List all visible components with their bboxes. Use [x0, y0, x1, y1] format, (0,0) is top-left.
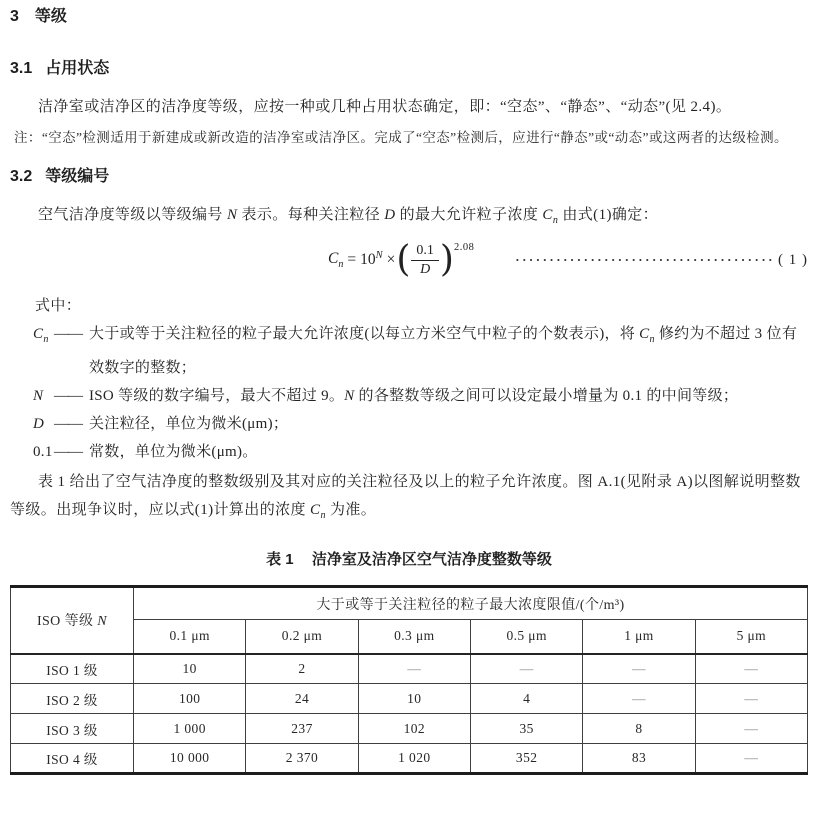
- cell-value: —: [583, 684, 695, 714]
- paragraph-occupancy: 洁净室或洁净区的洁净度等级，应按一种或几种占用状态确定，即：“空态”、“静态”、“动态”(见 2.4)。: [38, 99, 732, 115]
- note-text: “空态”检测适用于新建成或新改造的洁净室或洁净区。完成了“空态”检测后，应进行“静态”或“动态”或这两者的达级检测。: [41, 130, 788, 145]
- definition-dash: ——: [54, 388, 82, 404]
- column-header-size: 0.5 μm: [470, 620, 582, 654]
- section-3-2-heading: [10, 166, 808, 188]
- cell-value: —: [470, 654, 582, 684]
- section-3-heading: [10, 6, 808, 28]
- cell-value: —: [695, 714, 807, 744]
- row-label: ISO 4 级: [11, 744, 134, 774]
- column-header-size: 0.3 μm: [358, 620, 470, 654]
- table-row-iso-2: [11, 684, 808, 714]
- note-occupancy: [14, 124, 808, 152]
- definition-dash: ——: [54, 444, 82, 460]
- cell-value: 237: [246, 714, 358, 744]
- section-3-1-title: 占用状态: [45, 60, 110, 77]
- multiply-sign: ×: [386, 251, 396, 268]
- definition-N: [33, 382, 808, 410]
- cell-value: 24: [246, 684, 358, 714]
- equation-1: [10, 236, 808, 284]
- table-1-caption-title: 洁净室及洁净区空气洁净度整数等级: [311, 551, 552, 568]
- dot-leader: ······································: [515, 252, 775, 267]
- definition-term: 0.1: [33, 444, 53, 460]
- cell-value: 100: [134, 684, 246, 714]
- definition-term: N: [33, 388, 44, 404]
- cell-value: 10 000: [134, 744, 246, 774]
- fraction-denominator: D: [420, 261, 431, 277]
- definition-dash: ——: [54, 416, 82, 432]
- cell-value: 2 370: [246, 744, 358, 774]
- variable-Cn: C: [310, 502, 321, 518]
- variable-Cn: $C_n$: [328, 249, 344, 271]
- cell-value: —: [583, 654, 695, 684]
- column-header-concentration-limit: 大于或等于关注粒径的粒子最大浓度限值/(个/m³): [134, 587, 808, 620]
- cell-value: 10: [358, 684, 470, 714]
- cell-value: 8: [583, 714, 695, 744]
- power-term: $10^N$: [360, 250, 383, 269]
- equals-sign: =: [347, 251, 357, 268]
- cell-value: —: [695, 744, 807, 774]
- cell-value: 10: [134, 654, 246, 684]
- definition-Cn: [33, 320, 808, 382]
- note-label: 注：: [14, 130, 42, 145]
- row-label: ISO 3 级: [11, 714, 134, 744]
- variable-N: N: [226, 207, 238, 223]
- variable-Cn: C: [542, 207, 553, 223]
- section-3-1-number: 3.1: [10, 60, 33, 77]
- definition-term: $C_n$: [33, 326, 49, 345]
- cell-value: 1 000: [134, 714, 246, 744]
- definition-0-1: [33, 438, 808, 466]
- cell-value: 83: [583, 744, 695, 774]
- cell-value: 2: [246, 654, 358, 684]
- table-row-iso-1: [11, 654, 808, 684]
- section-3-2-number: 3.2: [10, 168, 33, 185]
- row-label: ISO 1 级: [11, 654, 134, 684]
- cell-value: 352: [470, 744, 582, 774]
- cell-value: —: [695, 654, 807, 684]
- equation-1-expression: [326, 240, 476, 280]
- definition-text: ISO 等级的数字编号，最大不超过 9。N 的各整数等级之间可以设定最小增量为 0.1 的中间等级；: [89, 388, 739, 404]
- table-row-iso-3: [11, 714, 808, 744]
- paragraph-class-number: 空气洁净度等级以等级编号 N 表示。每种关注粒径 D 的最大允许粒子浓度 $C_n$ 由式(1)确定：: [38, 207, 659, 226]
- close-paren: ): [439, 239, 454, 280]
- open-paren: (: [396, 239, 411, 280]
- table-row-iso-4: [11, 744, 808, 774]
- definition-term: D: [33, 416, 45, 432]
- cell-value: 4: [470, 684, 582, 714]
- variable-D: D: [384, 207, 396, 223]
- fraction: [411, 243, 439, 278]
- cell-value: —: [358, 654, 470, 684]
- definition-D: [33, 410, 808, 438]
- section-3-number: 3: [10, 8, 19, 25]
- column-header-size: 0.2 μm: [246, 620, 358, 654]
- column-header-size: 0.1 μm: [134, 620, 246, 654]
- definition-text: 大于或等于关注粒径的粒子最大允许浓度(以每立方米空气中粒子的个数表示)，将 $C_n$ 修约为不超过 3 位有效数字的整数；: [89, 326, 798, 376]
- section-3-title: 等级: [34, 8, 67, 25]
- section-3-2-title: 等级编号: [45, 168, 110, 185]
- paragraph-table-intro: 表 1 给出了空气洁净度的整数级别及其对应的关注粒径及以上的粒子允许浓度。图 A.1(见附录 A)以图解说明整数等级。出现争议时，应以式(1)计算出的浓度 $C_n$ 为准。: [10, 474, 801, 521]
- equation-number: ( 1 ): [778, 251, 808, 268]
- definition-dash: ——: [54, 326, 82, 342]
- row-label: ISO 2 级: [11, 684, 134, 714]
- column-header-iso-class: ISO 等级 N: [11, 587, 134, 654]
- cell-value: —: [695, 684, 807, 714]
- table-1-caption: [10, 548, 808, 569]
- cell-value: 35: [470, 714, 582, 744]
- cell-value: 1 020: [358, 744, 470, 774]
- where-label: 式中：: [35, 298, 82, 314]
- cell-value: 102: [358, 714, 470, 744]
- definition-text: 关注粒径，单位为微米(μm)；: [89, 416, 289, 432]
- fraction-numerator: 0.1: [411, 243, 439, 261]
- table-1-caption-label: 表 1: [266, 551, 294, 568]
- definition-text: 常数，单位为微米(μm)。: [89, 444, 258, 460]
- column-header-size: 5 μm: [695, 620, 807, 654]
- section-3-1-heading: [10, 58, 808, 80]
- column-header-size: 1 μm: [583, 620, 695, 654]
- iso-class-table: [10, 585, 808, 775]
- exponent: 2.08: [453, 241, 475, 253]
